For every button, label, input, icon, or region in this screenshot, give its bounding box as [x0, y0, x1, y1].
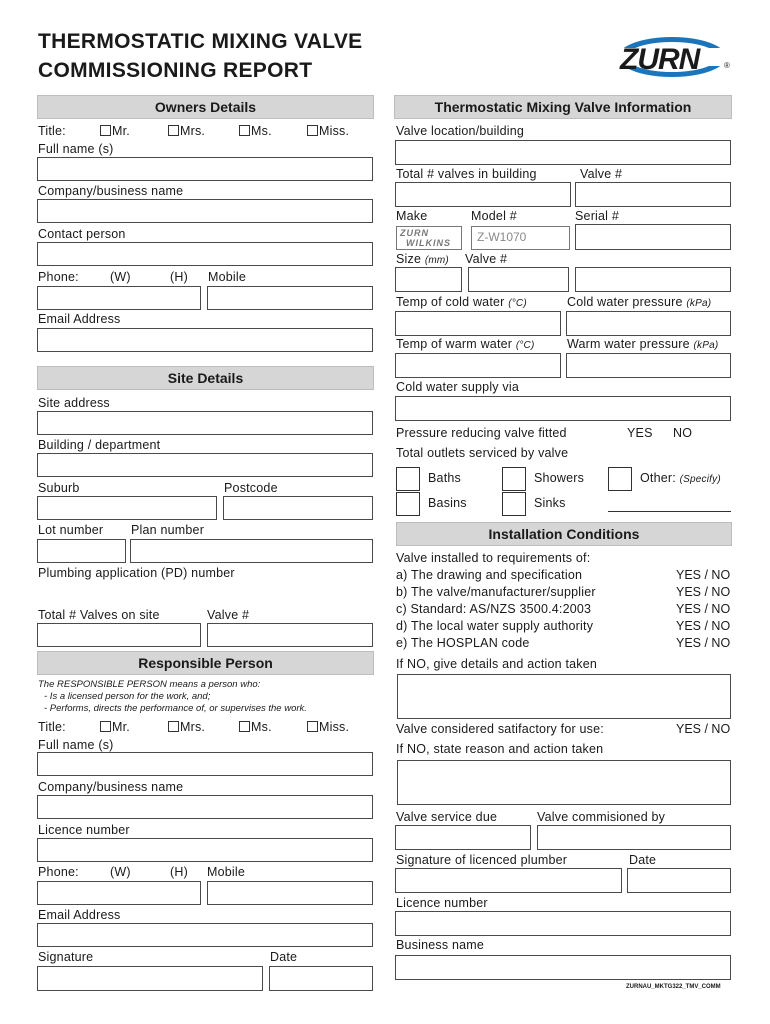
site-total-valves-label: Total # Valves on site	[38, 608, 160, 622]
responsible-title-mrs-checkbox[interactable]	[168, 721, 179, 732]
tmv-basins-label: Basins	[428, 496, 467, 510]
site-building-label: Building / department	[38, 438, 161, 452]
owners-contact-field[interactable]	[37, 242, 373, 266]
tmv-showers-label: Showers	[534, 471, 585, 485]
responsible-phone-w-label: (W)	[110, 865, 131, 879]
responsible-date-label: Date	[270, 950, 298, 964]
tmv-header: Thermostatic Mixing Valve Information	[394, 95, 732, 119]
install-if-no-reason-field[interactable]	[397, 760, 731, 805]
owners-contact-label: Contact person	[38, 227, 126, 241]
owners-phone-w-label: (W)	[110, 270, 131, 284]
install-signature-label: Signature of licenced plumber	[396, 853, 568, 867]
tmv-sinks-label: Sinks	[534, 496, 566, 510]
tmv-cold-pressure-unit: (kPa)	[686, 298, 712, 309]
tmv-model-label: Model #	[471, 209, 517, 223]
install-commissioned-by-field[interactable]	[537, 825, 731, 850]
tmv-temp-warm-label	[396, 337, 535, 351]
tmv-outlets-label: Total outlets serviced by valve	[396, 446, 569, 460]
owners-mobile-label: Mobile	[208, 270, 247, 284]
install-commissioned-by-label: Valve commisioned by	[537, 810, 666, 824]
tmv-valve-no2-field[interactable]	[468, 267, 569, 292]
tmv-serial-label: Serial #	[575, 209, 619, 223]
site-postcode-label: Postcode	[224, 481, 278, 495]
responsible-signature-label: Signature	[38, 950, 94, 964]
install-satisfactory-yesno[interactable]: YES / NO	[676, 722, 731, 736]
install-item-c-yesno[interactable]: YES / NO	[676, 602, 731, 616]
responsible-phone-label: Phone:	[38, 865, 79, 879]
owners-full-name-label: Full name (s)	[38, 142, 114, 156]
tmv-size-unit: (mm)	[424, 255, 449, 266]
site-pd-label: Plumbing application (PD) number	[38, 566, 235, 580]
responsible-title-label: Title:	[38, 720, 66, 734]
install-if-no-reason-label: If NO, state reason and action taken	[396, 742, 604, 756]
site-address-field[interactable]	[37, 411, 373, 435]
install-item-e: e) The HOSPLAN code	[396, 636, 530, 650]
owners-title-mr-label: Mr.	[112, 124, 130, 138]
owners-company-field[interactable]	[37, 199, 373, 223]
tmv-temp-warm-unit: (°C)	[515, 340, 535, 351]
install-item-e-yesno[interactable]: YES / NO	[676, 636, 731, 650]
site-valve-no-label: Valve #	[207, 608, 250, 622]
responsible-signature-field[interactable]	[37, 966, 263, 991]
responsible-company-field[interactable]	[37, 795, 373, 819]
tmv-total-label: Total # valves in building	[396, 167, 537, 181]
tmv-temp-warm-field[interactable]	[395, 353, 561, 378]
install-signature-field[interactable]	[395, 868, 622, 893]
responsible-note-3: - Performs, directs the performance of, or supervises the work.	[44, 703, 307, 714]
tmv-warm-pressure-label	[567, 337, 718, 351]
install-if-no-field[interactable]	[397, 674, 731, 719]
owners-phone-h-label: (H)	[170, 270, 188, 284]
site-lot-field[interactable]	[37, 539, 126, 563]
owners-full-name-field[interactable]	[37, 157, 373, 181]
tmv-other-specify: (Specify)	[679, 474, 721, 485]
site-suburb-field[interactable]	[37, 496, 217, 520]
tmv-location-label: Valve location/building	[396, 124, 525, 138]
tmv-baths-label: Baths	[428, 471, 461, 485]
owners-phone-label: Phone:	[38, 270, 79, 284]
responsible-header: Responsible Person	[37, 651, 374, 675]
owners-title-ms-label: Ms.	[251, 124, 272, 138]
tmv-baths-box[interactable]	[396, 467, 420, 491]
install-service-due-field[interactable]	[395, 825, 531, 850]
responsible-licence-label: Licence number	[38, 823, 130, 837]
tmv-model-field[interactable]: Z-W1070	[471, 226, 570, 250]
responsible-title-mrs-label: Mrs.	[180, 720, 206, 734]
responsible-title-mr-label: Mr.	[112, 720, 130, 734]
tmv-cold-pressure-field[interactable]	[566, 311, 731, 336]
tmv-make-value-1: ZURN	[400, 228, 429, 238]
owners-phone-field[interactable]	[37, 286, 201, 310]
tmv-extra-field[interactable]	[575, 267, 731, 292]
responsible-licence-field[interactable]	[37, 838, 373, 862]
owners-title-label: Title:	[38, 124, 66, 138]
tmv-warm-pressure-unit: (kPa)	[693, 340, 719, 351]
tmv-make-field[interactable]	[396, 226, 462, 250]
responsible-phone-h-label: (H)	[170, 865, 188, 879]
responsible-title-ms-label: Ms.	[251, 720, 272, 734]
site-plan-label: Plan number	[131, 523, 205, 537]
site-lot-label: Lot number	[38, 523, 104, 537]
owners-title-ms-checkbox[interactable]	[239, 125, 250, 136]
install-if-no-label: If NO, give details and action taken	[396, 657, 598, 671]
logo-registered-mark: ®	[724, 61, 730, 70]
tmv-valve-no-field[interactable]	[575, 182, 731, 207]
install-service-due-label: Valve service due	[396, 810, 498, 824]
install-item-d-yesno[interactable]: YES / NO	[676, 619, 731, 633]
tmv-warm-pressure-text: Warm water pressure	[567, 337, 690, 351]
install-date-label: Date	[629, 853, 657, 867]
responsible-mobile-field[interactable]	[207, 881, 373, 905]
install-item-d: d) The local water supply authority	[396, 619, 594, 633]
footer-code: ZURNAU_MKTG322_TMV_COMM	[626, 984, 721, 990]
responsible-email-label: Email Address	[38, 908, 121, 922]
responsible-title-miss-label: Miss.	[319, 720, 350, 734]
responsible-company-label: Company/business name	[38, 780, 184, 794]
tmv-sinks-box[interactable]	[502, 492, 526, 516]
owners-mobile-field[interactable]	[207, 286, 373, 310]
install-satisfactory-label: Valve considered satifactory for use:	[396, 722, 604, 736]
install-licence-field[interactable]	[395, 911, 731, 936]
responsible-note-1: The RESPONSIBLE PERSON means a person who:	[38, 679, 261, 690]
install-date-field[interactable]	[627, 868, 731, 893]
install-header: Installation Conditions	[396, 522, 732, 546]
tmv-valve-no-label: Valve #	[580, 167, 623, 181]
page-title-line1: THERMOSTATIC MIXING VALVE	[38, 30, 363, 53]
page-title-line2: COMMISSIONING REPORT	[38, 59, 313, 82]
tmv-showers-box[interactable]	[502, 467, 526, 491]
tmv-size-field[interactable]	[395, 267, 462, 292]
owners-email-field[interactable]	[37, 328, 373, 352]
owners-title-mrs-checkbox[interactable]	[168, 125, 179, 136]
tmv-make-value-2: WILKINS	[406, 238, 451, 248]
owners-title-miss-checkbox[interactable]	[307, 125, 318, 136]
responsible-phone-field[interactable]	[37, 881, 201, 905]
responsible-note-2: - Is a licensed person for the work, and;	[44, 691, 211, 702]
owners-title-miss-label: Miss.	[319, 124, 350, 138]
tmv-other-text: Other:	[640, 471, 676, 485]
responsible-full-name-field[interactable]	[37, 752, 373, 776]
owners-company-label: Company/business name	[38, 184, 184, 198]
tmv-prv-yes[interactable]: YES	[627, 426, 653, 440]
tmv-size-label	[396, 252, 449, 266]
owners-title-mr-checkbox[interactable]	[100, 125, 111, 136]
site-postcode-field[interactable]	[223, 496, 373, 520]
logo-text: ZURN	[620, 43, 700, 76]
tmv-size-text: Size	[396, 252, 422, 266]
tmv-cold-pressure-text: Cold water pressure	[567, 295, 683, 309]
responsible-email-field[interactable]	[37, 923, 373, 947]
install-intro: Valve installed to requirements of:	[396, 551, 591, 565]
tmv-temp-cold-label	[396, 295, 527, 309]
tmv-warm-pressure-field[interactable]	[566, 353, 731, 378]
install-business-field[interactable]	[395, 955, 731, 980]
responsible-full-name-label: Full name (s)	[38, 738, 114, 752]
install-licence-label: Licence number	[396, 896, 488, 910]
tmv-cold-supply-field[interactable]	[395, 396, 731, 421]
site-building-field[interactable]	[37, 453, 373, 477]
tmv-prv-label: Pressure reducing valve fitted	[396, 426, 567, 440]
site-total-valves-field[interactable]	[37, 623, 201, 647]
install-item-a: a) The drawing and specification	[396, 568, 583, 582]
install-item-a-yesno[interactable]: YES / NO	[676, 568, 731, 582]
site-valve-no-field[interactable]	[207, 623, 373, 647]
site-address-label: Site address	[38, 396, 110, 410]
tmv-make-label: Make	[396, 209, 428, 223]
responsible-title-miss-checkbox[interactable]	[307, 721, 318, 732]
install-item-c: c) Standard: AS/NZS 3500.4:2003	[396, 602, 592, 616]
tmv-other-box[interactable]	[608, 467, 632, 491]
tmv-total-field[interactable]	[395, 182, 571, 207]
responsible-date-field[interactable]	[269, 966, 373, 991]
install-item-b: b) The valve/manufacturer/supplier	[396, 585, 596, 599]
owners-title-mrs-label: Mrs.	[180, 124, 206, 138]
zurn-logo	[616, 34, 732, 80]
tmv-cold-supply-label: Cold water supply via	[396, 380, 520, 394]
responsible-title-mr-checkbox[interactable]	[100, 721, 111, 732]
tmv-temp-cold-unit: (°C)	[508, 298, 527, 309]
responsible-mobile-label: Mobile	[207, 865, 246, 879]
install-business-label: Business name	[396, 938, 485, 952]
site-header: Site Details	[37, 366, 374, 390]
responsible-title-ms-checkbox[interactable]	[239, 721, 250, 732]
site-plan-field[interactable]	[130, 539, 373, 563]
tmv-other-label	[640, 471, 721, 485]
tmv-valve-no2-label: Valve #	[465, 252, 508, 266]
tmv-location-field[interactable]	[395, 140, 731, 165]
install-item-b-yesno[interactable]: YES / NO	[676, 585, 731, 599]
tmv-cold-pressure-label	[567, 295, 711, 309]
tmv-other-specify-line[interactable]	[608, 511, 731, 512]
tmv-serial-field[interactable]	[575, 224, 731, 250]
tmv-prv-no[interactable]: NO	[673, 426, 693, 440]
site-suburb-label: Suburb	[38, 481, 80, 495]
tmv-temp-cold-field[interactable]	[395, 311, 561, 336]
tmv-temp-warm-text: Temp of warm water	[396, 337, 513, 351]
tmv-basins-box[interactable]	[396, 492, 420, 516]
owners-header: Owners Details	[37, 95, 374, 119]
owners-email-label: Email Address	[38, 312, 121, 326]
tmv-temp-cold-text: Temp of cold water	[396, 295, 505, 309]
